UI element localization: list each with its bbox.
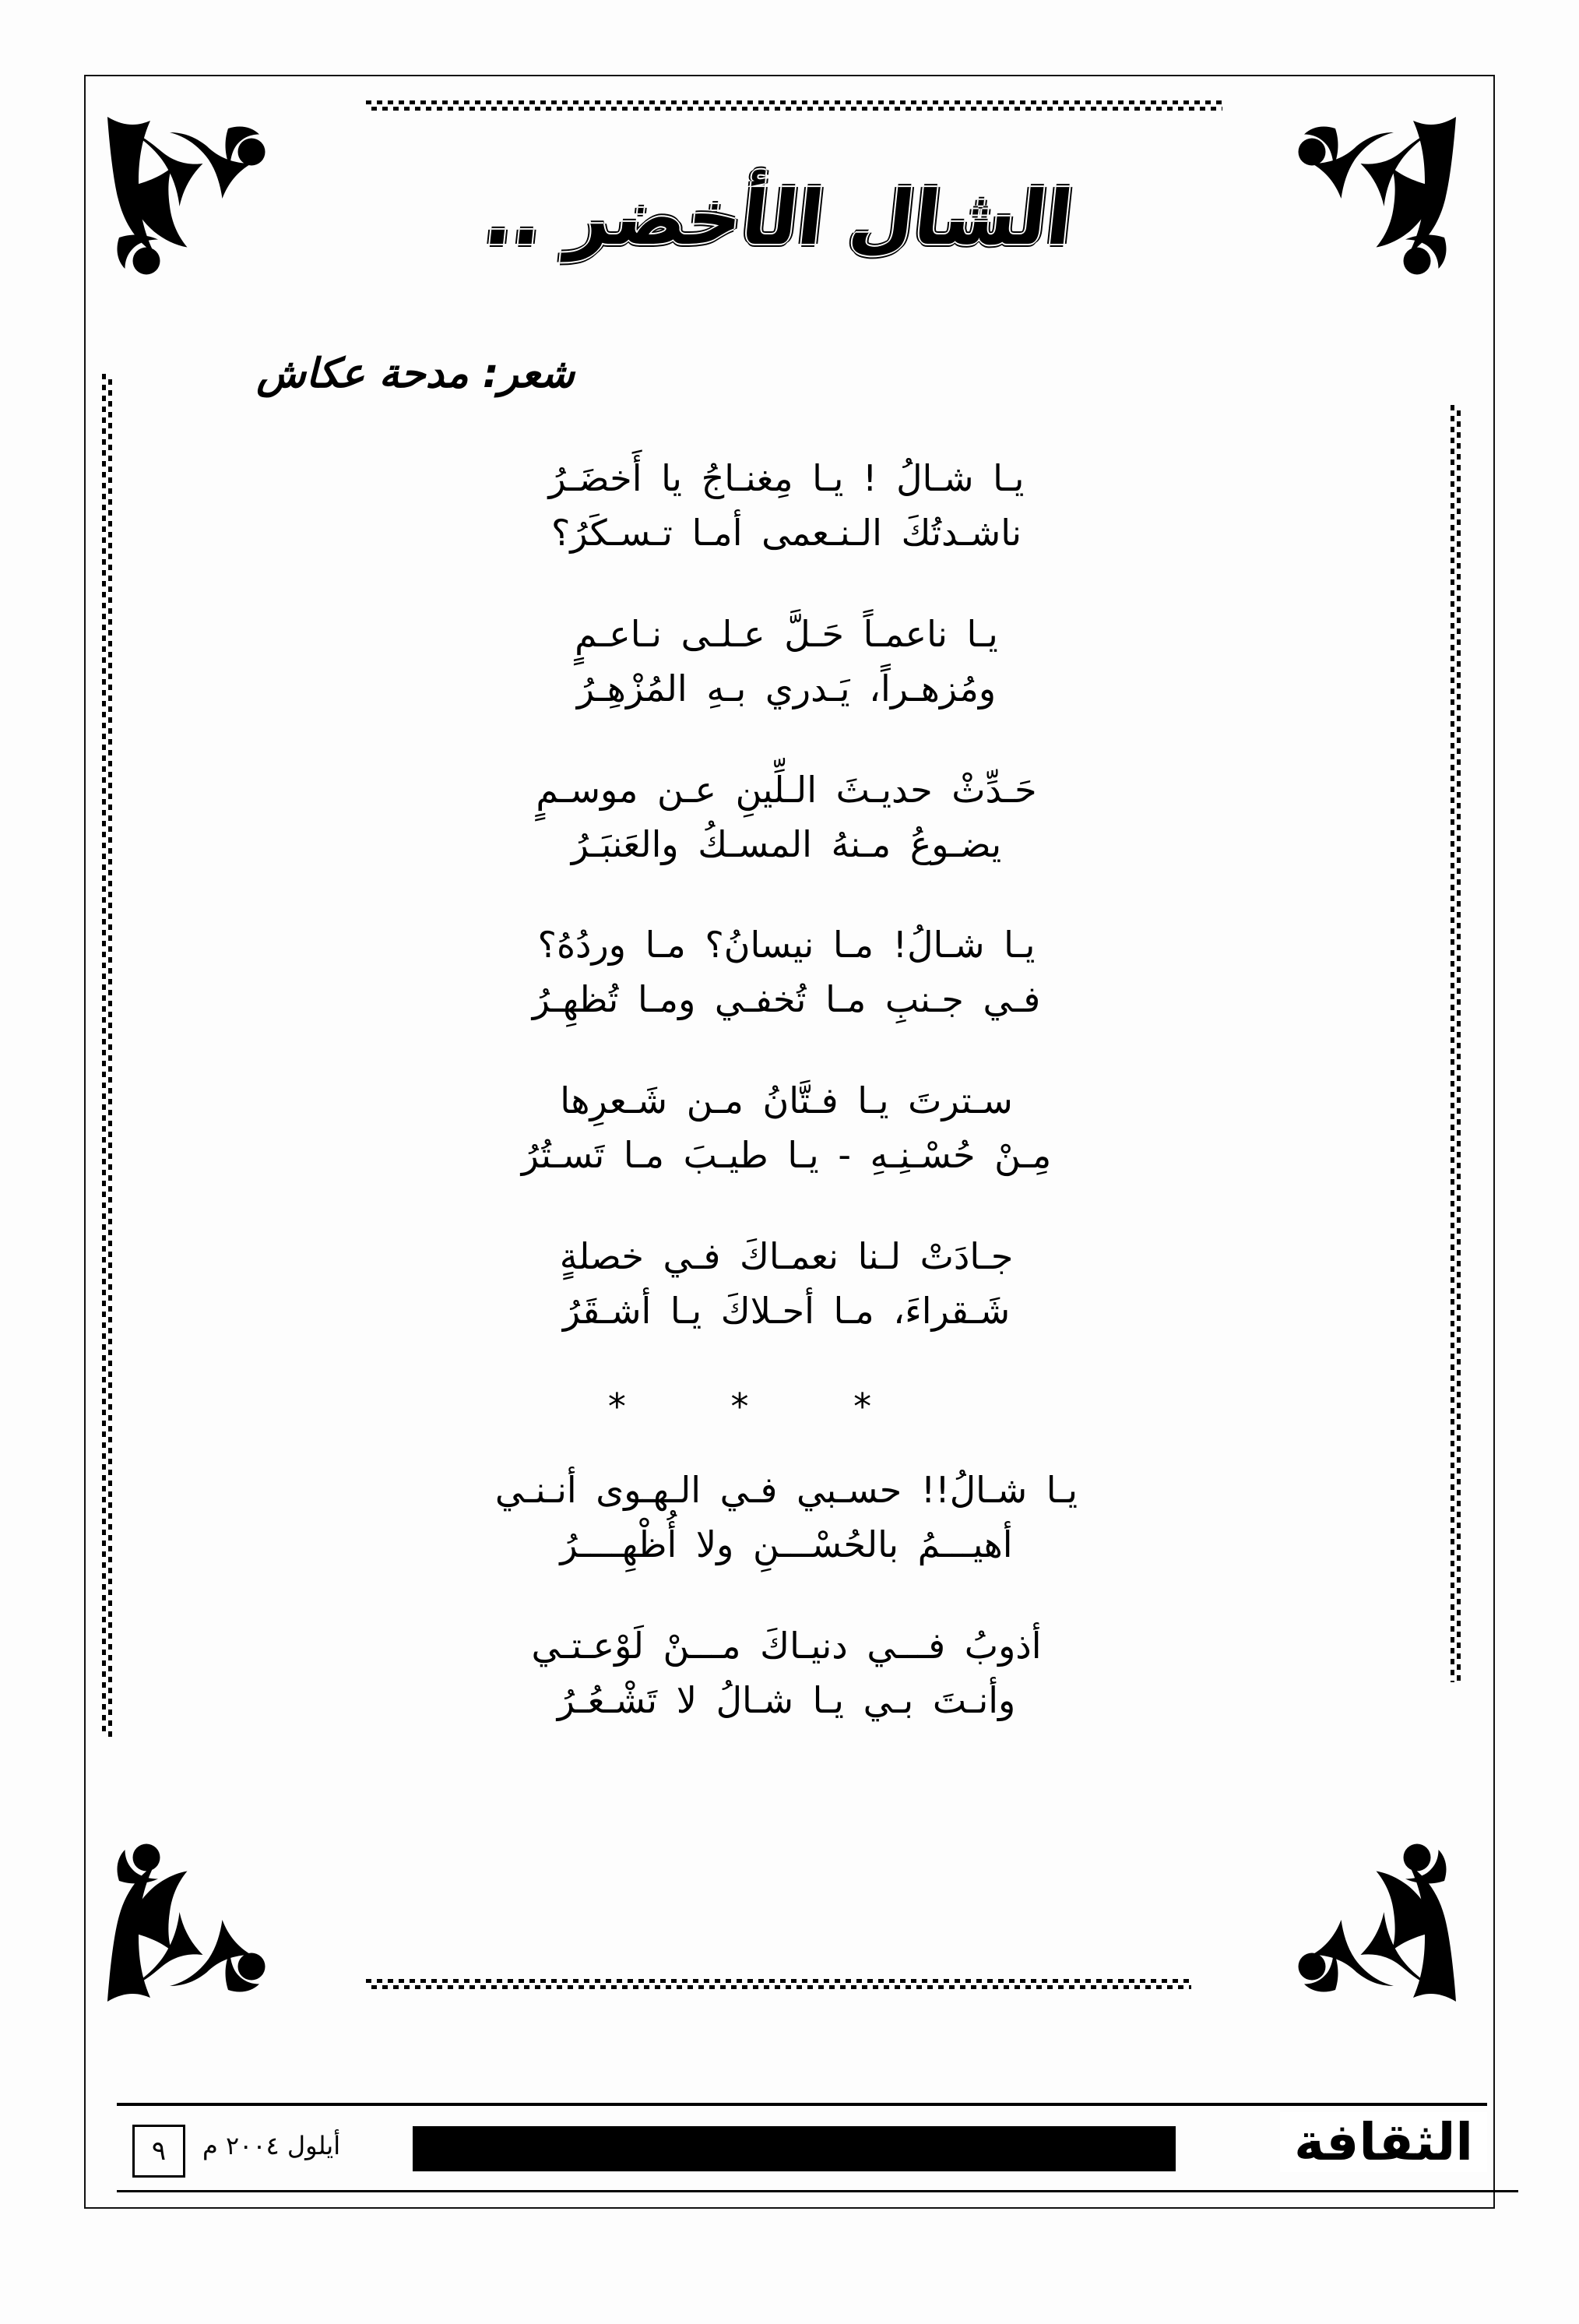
stanza (234, 1230, 1339, 1339)
magazine-masthead: الثقافة (1280, 2112, 1487, 2172)
page-footer (117, 2103, 1487, 2196)
verse-line: ناشـدتُكَ الـنـعمى أمـا تـسـكَرُ؟ (550, 511, 1022, 554)
verse-line: فـي جـنبِ مـا تُخفـي ومـا تُظهِـرُ (532, 978, 1041, 1021)
footer-divider-lower (117, 2190, 1518, 2192)
verse-line: جـادَتْ لـنا نعمـاكَ فـي خصلةٍ (559, 1235, 1014, 1278)
dotted-rule-left (101, 374, 114, 1737)
verse-line: شَـقراءَ، مـا أحـلاكَ يـا أشـقَرُ (562, 1289, 1011, 1332)
verse-line: ومُزهـراً، يَـدري بـهِ المُزْهِـرُ (576, 667, 997, 710)
stanza (234, 452, 1339, 561)
corner-ornament-icon (1269, 109, 1464, 304)
verse-line: يضـوعُ مـنهُ المسـكُ والعَنبَـرُ (571, 822, 1002, 865)
poem-body (234, 452, 1339, 1775)
section-separator: * * * (607, 1385, 919, 1428)
corner-ornament-icon (100, 109, 294, 304)
stanza (234, 607, 1339, 717)
stanza (234, 763, 1339, 872)
stanza (234, 918, 1339, 1027)
dotted-rule-right (1450, 405, 1462, 1682)
verse-line: مِـنْ حُسْـنِـهِ - يـا طيـبَ مـا تَسـتُرُ (521, 1134, 1052, 1177)
dotted-rule-bottom (366, 1978, 1191, 1991)
verse-line: أهيـــمُ بالحُسْـــنِ ولا أُظْهِــــرُ (560, 1523, 1013, 1565)
author-byline: شعر: مدحة عكاش (256, 350, 575, 397)
verse-line: يـا شـالُ ! يـا مِغنـاجُ يا أَخضَـرُ (548, 457, 1025, 499)
verse-line: يـا ناعمـاً حَـلَّ عـلـى نـاعـمٍ (575, 612, 998, 655)
verse-line: أذوبُ فـــي دنيـاكَ مـــنْ لَوْعـتـي (531, 1624, 1042, 1667)
stanza (234, 1619, 1339, 1728)
page-title: الشال الأخضر .. (480, 174, 1078, 262)
footer-black-bar (413, 2126, 1176, 2171)
page-number: ٩ (132, 2125, 185, 2178)
footer-divider (117, 2103, 1487, 2106)
verse-line: سـترتَ يـا فـتَّانُ مـن شَـعرِها (560, 1079, 1013, 1122)
corner-ornament-icon (1269, 1815, 1464, 2009)
verse-line: حَـدِّثْ حديـثَ الـلِّينِ عـن موسـمٍ (536, 768, 1037, 811)
stanza (234, 1463, 1339, 1572)
footer-date: أيلول ٢٠٠٤ م (202, 2131, 341, 2160)
verse-line: يـا شـالُ!! حسـبي فـي الـهـوى أنـنـي (494, 1468, 1078, 1511)
corner-ornament-icon (100, 1815, 294, 2009)
verse-line: يـا شـالُ! مـا نيسانُ؟ مـا وردُهُ؟ (537, 924, 1036, 967)
stanza (234, 1074, 1339, 1183)
dotted-rule-top (366, 100, 1222, 112)
verse-line: وأنـتَ بـي يـا شـالُ لا تَشْـعُـرُ (557, 1678, 1016, 1721)
